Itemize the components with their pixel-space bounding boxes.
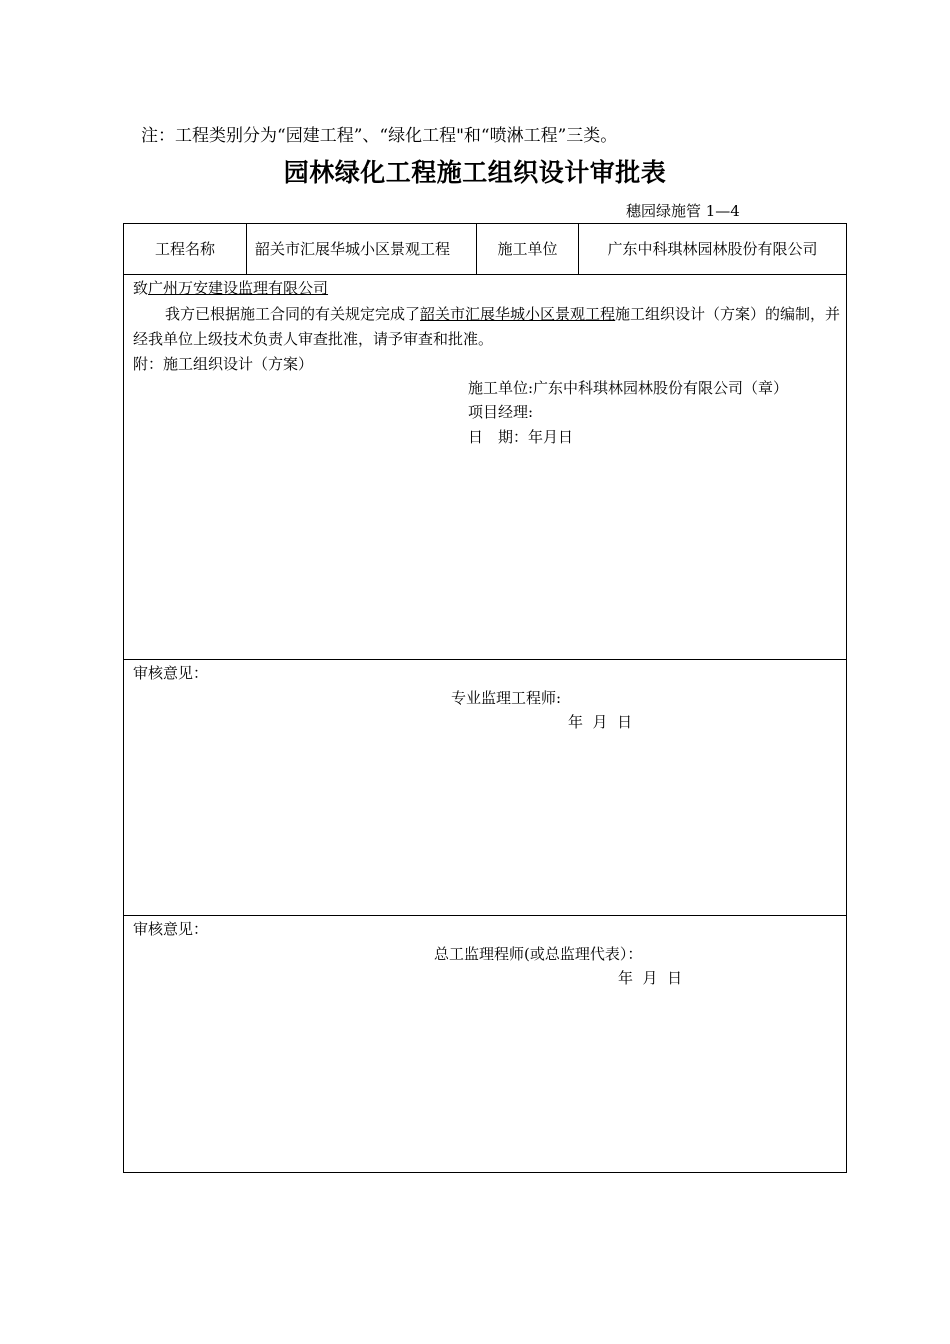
project-name-value: 韶关市汇展华城小区景观工程 (247, 224, 477, 275)
contractor-label: 施工单位 (477, 224, 579, 275)
review-row-2 (124, 916, 847, 1173)
review-1-date: 年 月 日 (568, 713, 633, 731)
addressee-line (133, 277, 328, 300)
submission-body-project: 韶关市汇展华城小区景观工程 (420, 305, 616, 323)
review-2-label: 审核意见： (133, 920, 209, 938)
attachment-line: 附：施工组织设计（方案） (133, 355, 314, 373)
submission-date: 日 期：年月日 (468, 428, 574, 446)
submission-body-after: 施工组织设计（方案）的编制，并经我单位上级技术负责人审查批准，请予审查和批准。 (133, 305, 841, 348)
review-row-1 (124, 660, 847, 916)
review-2-signer: 总工监理程师(或总监理代表）： (434, 945, 643, 963)
approval-form-table (123, 223, 847, 1173)
addressee-company: 广州万安建设监理有限公司 (148, 279, 329, 297)
form-code: 穗园绿施管 1—4 (626, 202, 740, 220)
contractor-signature: 施工单位:广东中科琪林园林股份有限公司（章） (468, 379, 789, 397)
addressee-prefix: 致 (133, 279, 149, 297)
contractor-value: 广东中科琪林园林股份有限公司 (579, 224, 847, 275)
header-row (124, 224, 847, 275)
review-1-signer: 专业监理工程师: (451, 689, 562, 707)
project-manager-label: 项目经理: (468, 403, 534, 421)
project-name-label: 工程名称 (124, 224, 247, 275)
review-1-label: 审核意见： (133, 664, 209, 682)
submission-body-before: 我方已根据施工合同的有关规定完成了 (165, 305, 421, 323)
review-cell-2 (124, 916, 847, 1173)
review-2-date: 年 月 日 (618, 969, 683, 987)
submission-body (133, 302, 843, 352)
review-cell-1 (124, 660, 847, 916)
category-note: 注：工程类别分为“园建工程”、“绿化工程"和“喷淋工程”三类。 (141, 126, 618, 146)
submission-row (124, 275, 847, 660)
submission-cell (124, 275, 847, 660)
form-title: 园林绿化工程施工组织设计审批表 (283, 158, 667, 187)
